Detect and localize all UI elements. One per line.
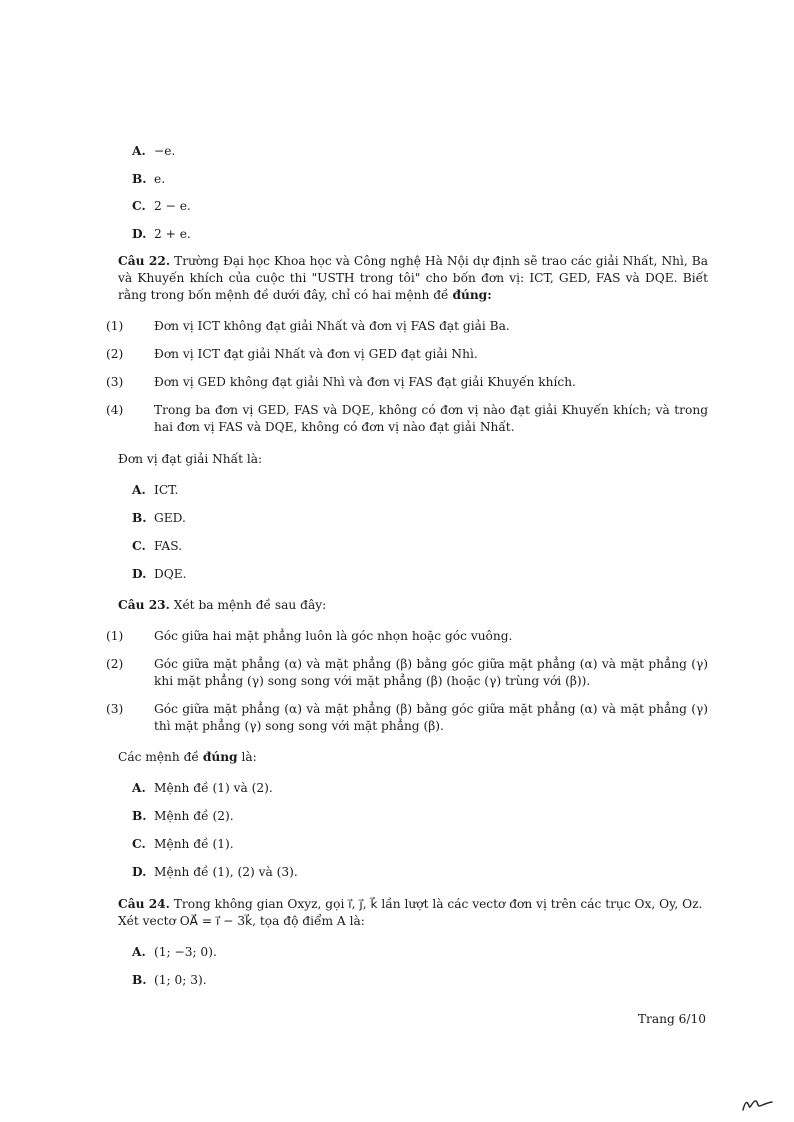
handwritten-signature-icon [740, 1092, 774, 1114]
q24-stem-line-1: Câu 24. Trong không gian Oxyz, gọi i⃗, j⃗, k⃗ lần lượt là các vectơ đơn vị trên các trục Ox, Oy, Oz. [118, 897, 703, 911]
q21-option-a: A. −e. [132, 144, 176, 158]
q21-option-b: B. e. [132, 172, 166, 186]
q22-option-d: D. DQE. [132, 567, 187, 581]
q23-option-d: D. Mệnh đề (1), (2) và (3). [132, 865, 298, 879]
q23-statement-3: (3) Góc giữa mặt phẳng (α) và mặt phẳng (β) bằng góc giữa mặt phẳng (α) và mặt phẳng (γ) thì mặt phẳng (γ) song song với mặt phẳng (β). [106, 702, 708, 733]
q22-statement-4: (4) Trong ba đơn vị GED, FAS và DQE, không có đơn vị nào đạt giải Khuyến khích; và trong hai đơn vị FAS và DQE, không có đơn vị nào đạt giải Nhất. [106, 403, 708, 434]
q23-statement-1: (1) Góc giữa hai mặt phẳng luôn là góc nhọn hoặc góc vuông. [106, 629, 513, 643]
q23-prompt: Các mệnh đề đúng là: [118, 750, 257, 764]
q23-statement-2: (2) Góc giữa mặt phẳng (α) và mặt phẳng (β) bằng góc giữa mặt phẳng (α) và mặt phẳng (γ) khi mặt phẳng (γ) song song với mặt phẳng (β) (hoặc (γ) trùng với (β)). [106, 657, 708, 688]
q22-option-c: C. FAS. [132, 539, 182, 553]
q24-stem-line-2: Xét vectơ OA⃗ = i⃗ − 3k⃗, tọa độ điểm A là: [118, 914, 365, 928]
page-number: Trang 6/10 [637, 1012, 706, 1026]
q23-option-c: C. Mệnh đề (1). [132, 837, 234, 851]
q24-option-a: A. (1; −3; 0). [132, 945, 217, 959]
q23-stem: Câu 23. Xét ba mệnh đề sau đây: [118, 598, 327, 612]
q21-option-d: D. 2 + e. [132, 227, 191, 241]
q23-option-b: B. Mệnh đề (2). [132, 809, 234, 823]
q22-prompt: Đơn vị đạt giải Nhất là: [118, 452, 263, 466]
q22-statement-3: (3) Đơn vị GED không đạt giải Nhì và đơn vị FAS đạt giải Khuyến khích. [106, 375, 576, 389]
q22-option-b: B. GED. [132, 511, 186, 525]
q21-option-c: C. 2 − e. [132, 199, 191, 213]
q22-statement-1: (1) Đơn vị ICT không đạt giải Nhất và đơn vị FAS đạt giải Ba. [106, 319, 510, 333]
q24-option-b: B. (1; 0; 3). [132, 973, 207, 987]
q22-statement-2: (2) Đơn vị ICT đạt giải Nhất và đơn vị GED đạt giải Nhì. [106, 347, 478, 361]
q22-stem: Câu 22. Trường Đại học Khoa học và Công nghệ Hà Nội dự định sẽ trao các giải Nhất, Nhì, Ba và Khuyến khích của cuộc thi "USTH trong tôi" cho bốn đơn vị: ICT, GED, FAS và DQE. Biết rằng trong bốn mệnh đề dưới đây, chỉ có hai mệnh đề đúng: [118, 254, 709, 302]
q22-option-a: A. ICT. [132, 483, 179, 497]
q23-option-a: A. Mệnh đề (1) và (2). [132, 781, 273, 795]
